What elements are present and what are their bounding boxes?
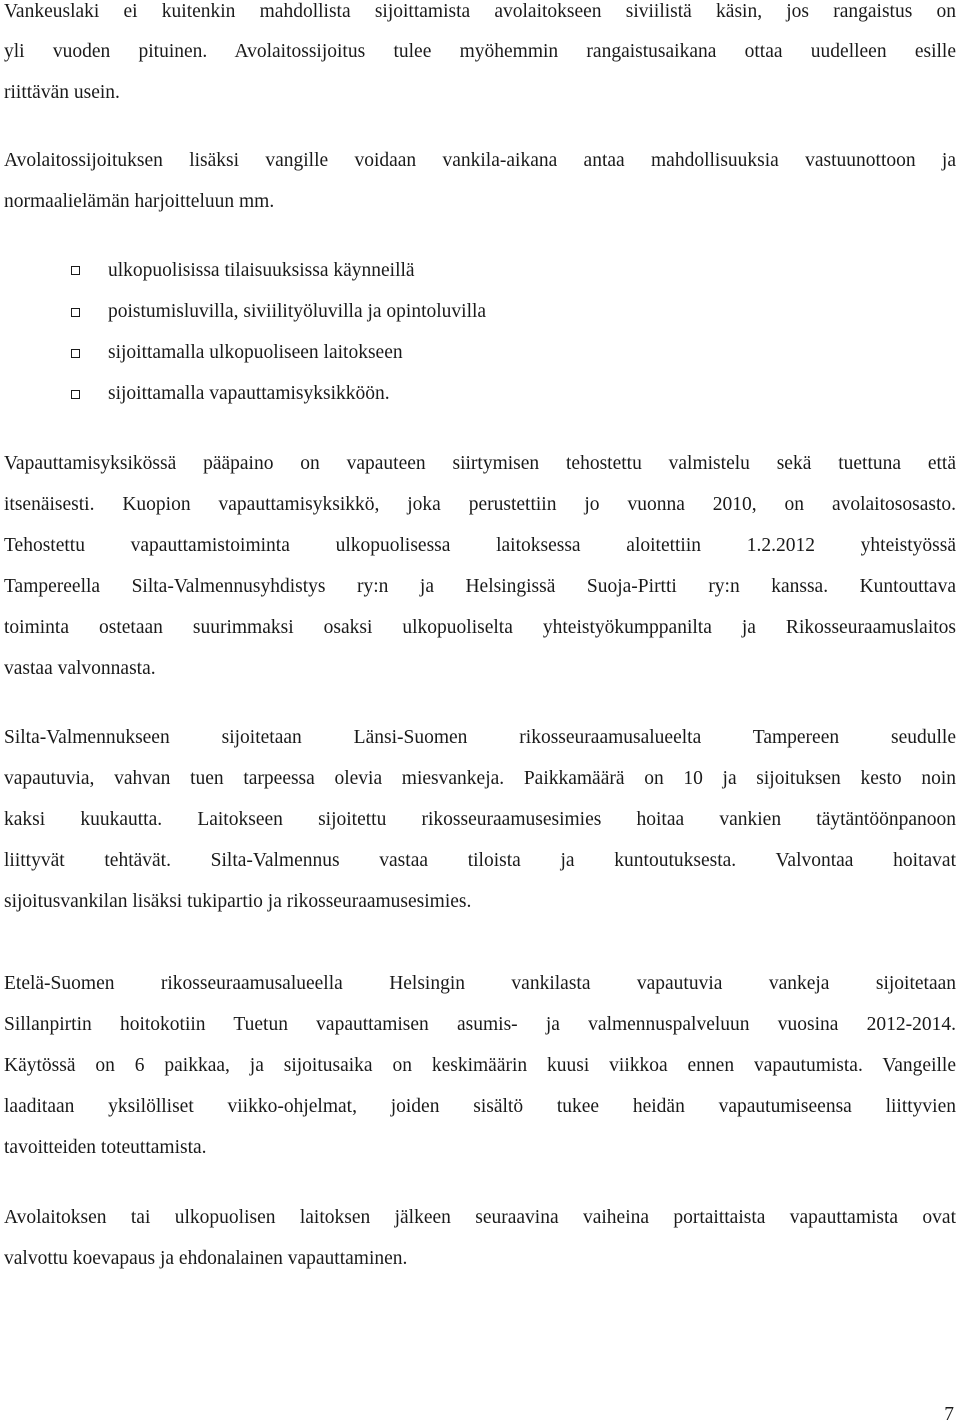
checkbox-bullet-icon (71, 266, 80, 275)
checkbox-bullet-icon (71, 308, 80, 317)
paragraph-line: yli vuoden pituinen. Avolaitossijoitus tulee myöhemmin rangaistusaikana ottaa uudelleen esille (4, 41, 956, 62)
list-item-text: poistumisluvilla, siviilityöluvilla ja opintoluvilla (108, 301, 487, 322)
paragraph-line: liittyvät tehtävät. Silta-Valmennus vastaa tiloista ja kuntoutuksesta. Valvontaa hoitavat (4, 850, 956, 871)
list-item-text: sijoittamalla ulkopuoliseen laitokseen (108, 342, 403, 363)
checkbox-bullet-icon (71, 390, 80, 399)
paragraph-line: Tehostettu vapauttamistoiminta ulkopuolisessa laitoksessa aloitettiin 1.2.2012 yhteistyössä (4, 535, 956, 556)
paragraph-line: sijoitusvankilan lisäksi tukipartio ja rikosseuraamusesimies. (4, 891, 472, 912)
paragraph-line: valvottu koevapaus ja ehdonalainen vapauttaminen. (4, 1248, 408, 1269)
paragraph-line: riittävän usein. (4, 82, 120, 103)
paragraph-line: Etelä-Suomen rikosseuraamusalueella Helsingin vankilasta vapautuvia vankeja sijoitetaan (4, 973, 956, 994)
page-number: 7 (944, 1404, 954, 1425)
paragraph-line: Sillanpirtin hoitokotiin Tuetun vapauttamisen asumis- ja valmennuspalveluun vuosina 2012-2014. (4, 1014, 956, 1035)
paragraph-line: Vankeuslaki ei kuitenkin mahdollista sijoittamista avolaitokseen siviilistä käsin, jos rangaistus on (4, 1, 956, 22)
paragraph-line: normaalielämän harjoitteluun mm. (4, 191, 275, 212)
paragraph-line: Avolaitossijoituksen lisäksi vangille voidaan vankila-aikana antaa mahdollisuuksia vastuunottoon ja (4, 150, 956, 171)
paragraph-line: vapautuvia, vahvan tuen tarpeessa olevia miesvankeja. Paikkamäärä on 10 ja sijoituksen kesto noin (4, 768, 956, 789)
list-item-text: sijoittamalla vapauttamisyksikköön. (108, 383, 390, 404)
paragraph-line: Avolaitoksen tai ulkopuolisen laitoksen jälkeen seuraavina vaiheina portaittaista vapauttamista ovat (4, 1207, 956, 1228)
paragraph-line: laaditaan yksilölliset viikko-ohjelmat, joiden sisältö tukee heidän vapautumiseensa liittyvien (4, 1096, 956, 1117)
checkbox-bullet-icon (71, 349, 80, 358)
paragraph-line: toiminta ostetaan suurimmaksi osaksi ulkopuoliselta yhteistyökumppanilta ja Rikosseuraamuslaitos (4, 617, 956, 638)
paragraph-line: Vapauttamisyksikössä pääpaino on vapauteen siirtymisen tehostettu valmistelu sekä tuettuna että (4, 453, 956, 474)
paragraph-line: Käytössä on 6 paikkaa, ja sijoitusaika on keskimäärin kuusi viikkoa ennen vapautumista. Vangeille (4, 1055, 956, 1076)
paragraph-line: Tampereella Silta-Valmennusyhdistys ry:n ja Helsingissä Suoja-Pirtti ry:n kanssa. Kuntouttava (4, 576, 956, 597)
paragraph-line: tavoitteiden toteuttamista. (4, 1137, 207, 1158)
paragraph-line: kaksi kuukautta. Laitokseen sijoitettu rikosseuraamusesimies hoitaa vankien täytäntöönpanoon (4, 809, 956, 830)
paragraph-line: vastaa valvonnasta. (4, 658, 156, 679)
paragraph-line: Silta-Valmennukseen sijoitetaan Länsi-Suomen rikosseuraamusalueelta Tampereen seudulle (4, 727, 956, 748)
paragraph-line: itsenäisesti. Kuopion vapauttamisyksikkö, joka perustettiin jo vuonna 2010, on avolaitososasto. (4, 494, 956, 515)
list-item-text: ulkopuolisissa tilaisuuksissa käynneillä (108, 260, 415, 281)
